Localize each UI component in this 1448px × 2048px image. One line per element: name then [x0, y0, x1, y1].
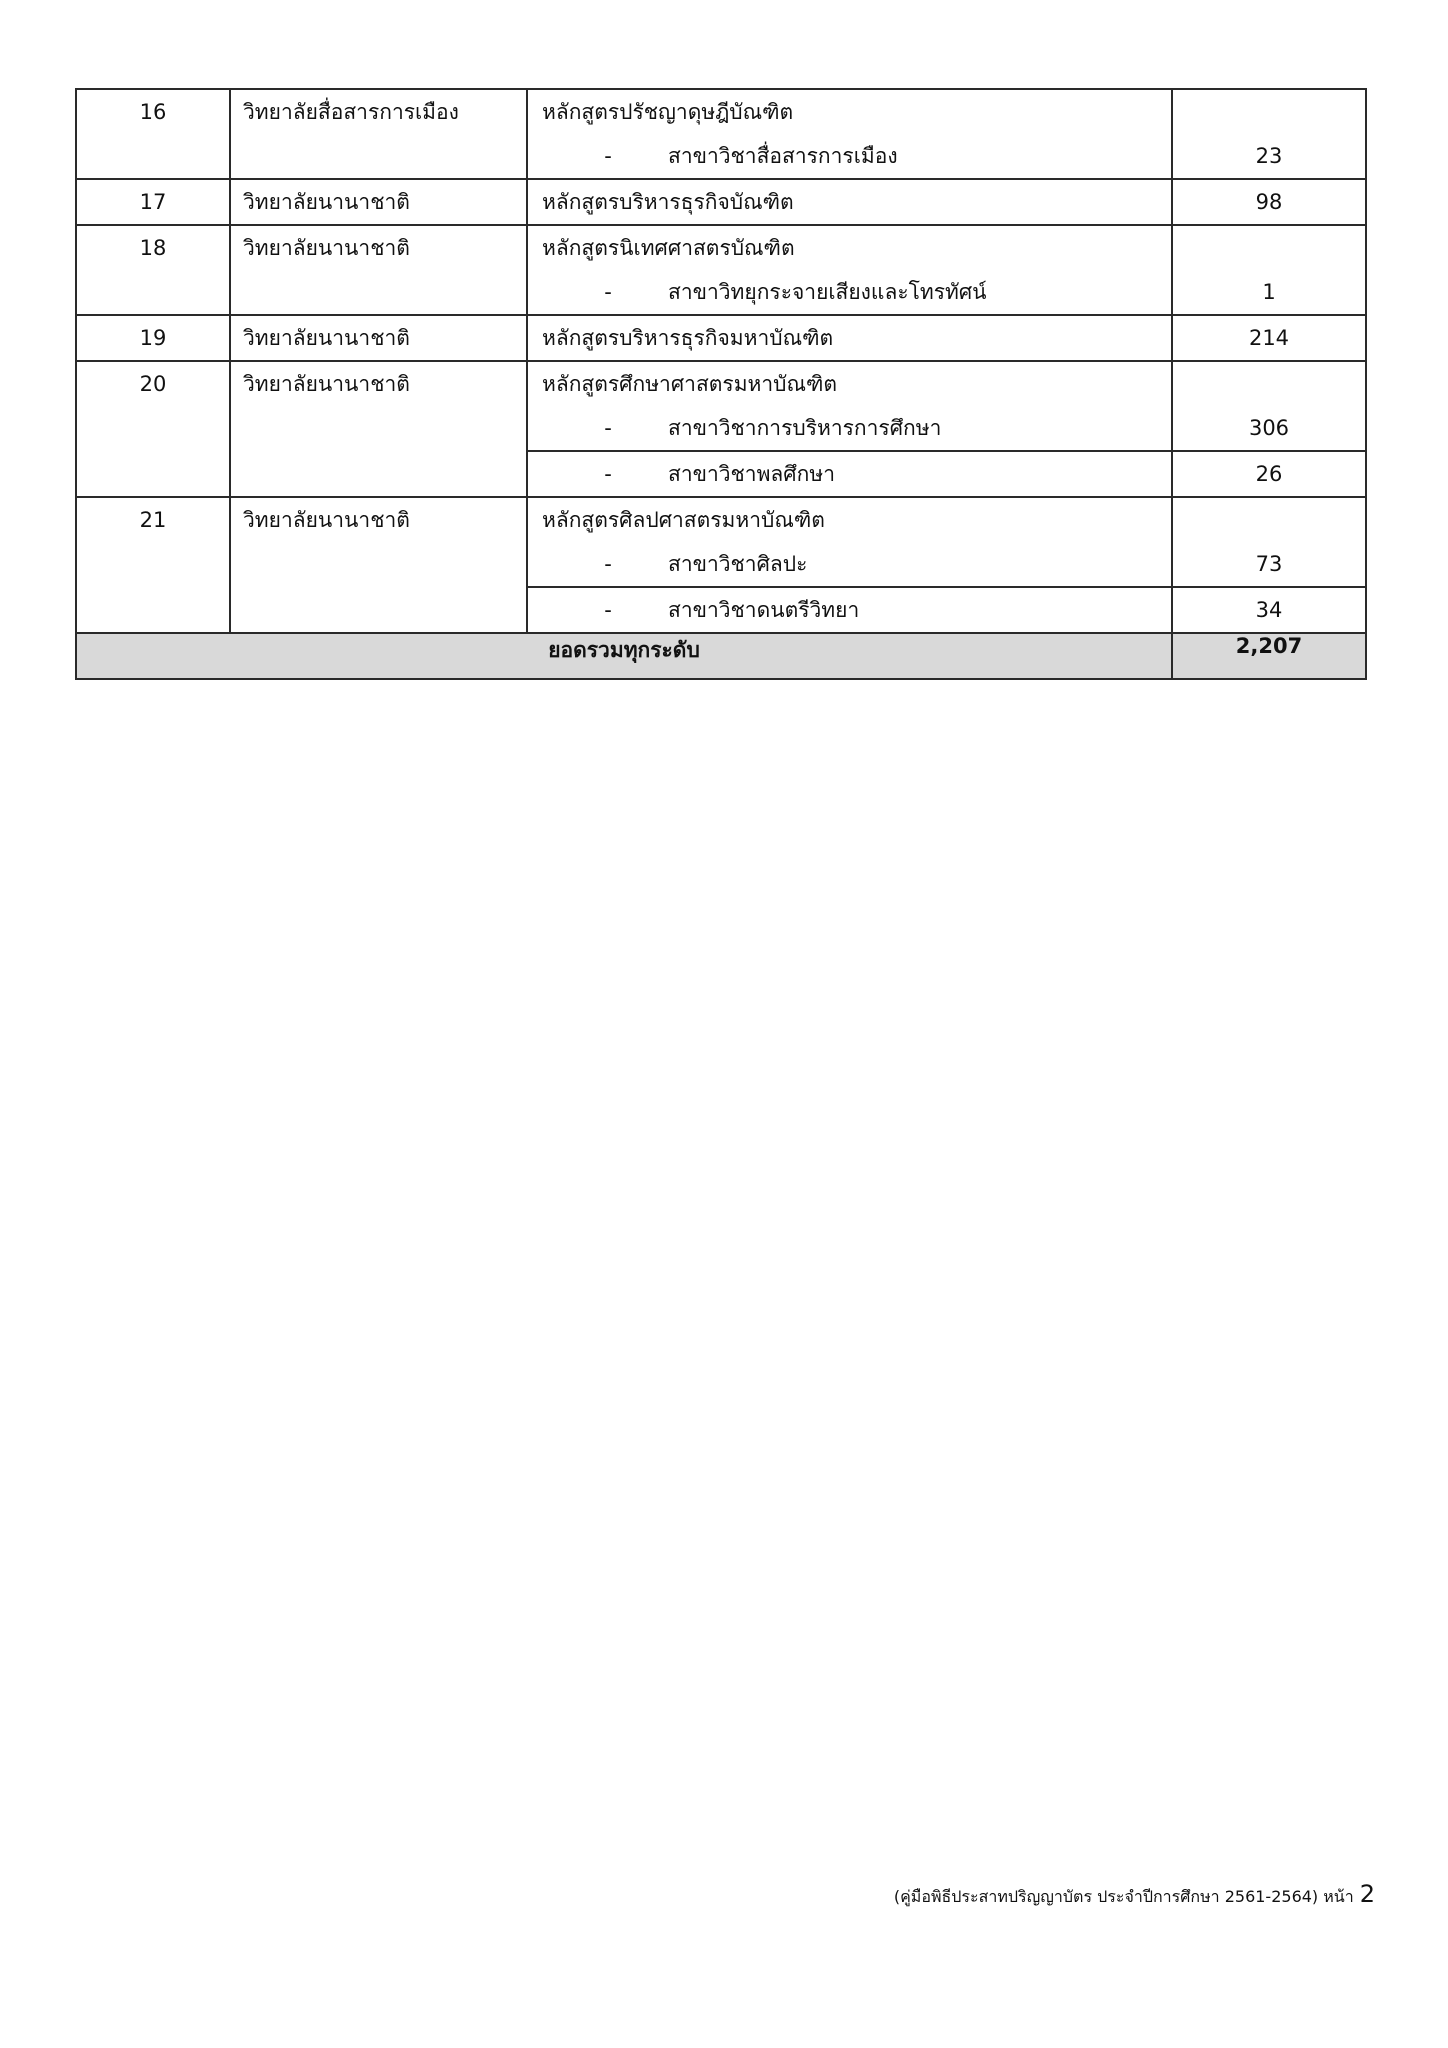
faculty-name: วิทยาลัยนานาชาติ — [243, 236, 410, 260]
table-row — [76, 89, 1366, 179]
program-name: หลักสูตรบริหารธุรกิจบัณฑิต — [542, 190, 794, 214]
program-name: หลักสูตรนิเทศศาสตรบัณฑิต — [542, 236, 795, 260]
row-number-text: 20 — [139, 372, 167, 396]
program-name: หลักสูตรศึกษาศาสตรมหาบัณฑิต — [542, 372, 838, 396]
program-cell — [527, 361, 1172, 451]
row-number — [76, 315, 230, 361]
row-number — [76, 89, 230, 179]
faculty-name: วิทยาลัยนานาชาติ — [243, 326, 410, 350]
count-cell — [1172, 451, 1366, 497]
row-number — [76, 225, 230, 315]
program-cell — [527, 315, 1172, 361]
graduates-table — [75, 88, 1367, 680]
count-cell — [1172, 179, 1366, 225]
row-number — [76, 361, 230, 497]
faculty-cell — [230, 89, 527, 179]
table-row — [76, 315, 1366, 361]
faculty-name: วิทยาลัยสื่อสารการเมือง — [243, 100, 459, 124]
count-cell — [1172, 587, 1366, 633]
count-value: 26 — [1255, 462, 1283, 486]
count-value: 1 — [1262, 280, 1276, 304]
count-value: 214 — [1248, 326, 1290, 350]
program-name: หลักสูตรปรัชญาดุษฎีบัณฑิต — [542, 100, 794, 124]
count-value: 73 — [1255, 552, 1283, 576]
major-line — [528, 588, 1171, 632]
faculty-cell — [230, 179, 527, 225]
count-cell — [1172, 225, 1366, 315]
faculty-cell — [230, 225, 527, 315]
count-cell — [1172, 361, 1366, 451]
row-number — [76, 497, 230, 633]
program-cell — [527, 179, 1172, 225]
row-number-text: 19 — [139, 326, 167, 350]
program-name: หลักสูตรบริหารธุรกิจมหาบัณฑิต — [542, 326, 834, 350]
page-number: 2 — [1359, 1880, 1375, 1908]
program-cell — [527, 587, 1172, 633]
program-cell — [527, 451, 1172, 497]
row-number-text: 17 — [139, 190, 167, 214]
program-name: หลักสูตรศิลปศาสตรมหาบัณฑิต — [542, 508, 825, 532]
major-line — [528, 270, 1171, 314]
faculty-cell — [230, 361, 527, 497]
major-line — [528, 134, 1171, 178]
major-name: สาขาวิชาดนตรีวิทยา — [668, 598, 860, 622]
major-name: สาขาวิชาศิลปะ — [668, 552, 808, 576]
table-row — [76, 361, 1366, 451]
faculty-cell — [230, 497, 527, 633]
faculty-cell — [230, 315, 527, 361]
bullet-dash: - — [604, 280, 612, 304]
bullet-dash: - — [604, 144, 612, 168]
faculty-name: วิทยาลัยนานาชาติ — [243, 508, 410, 532]
major-line — [528, 406, 1171, 450]
table-row — [76, 179, 1366, 225]
faculty-name: วิทยาลัยนานาชาติ — [243, 190, 410, 214]
program-cell — [527, 225, 1172, 315]
count-cell — [1172, 315, 1366, 361]
count-value: 34 — [1255, 598, 1283, 622]
footer-text: (คู่มือพิธีประสาทปริญญาบัตร ประจำปีการศึกษา 2561-2564) หน้า — [893, 1887, 1354, 1906]
bullet-dash: - — [604, 552, 612, 576]
row-number-text: 16 — [139, 100, 167, 124]
program-cell — [527, 89, 1172, 179]
major-name: สาขาวิชาพลศึกษา — [668, 462, 835, 486]
count-cell — [1172, 89, 1366, 179]
count-value: 306 — [1248, 416, 1290, 440]
table-row — [76, 225, 1366, 315]
program-cell — [527, 497, 1172, 587]
major-line — [528, 542, 1171, 586]
major-name: สาขาวิชาสื่อสารการเมือง — [668, 144, 898, 168]
total-label: ยอดรวมทุกระดับ — [76, 633, 1172, 679]
faculty-name: วิทยาลัยนานาชาติ — [243, 372, 410, 396]
row-number — [76, 179, 230, 225]
major-name: สาขาวิชาการบริหารการศึกษา — [668, 416, 942, 440]
major-line — [528, 452, 1171, 496]
bullet-dash: - — [604, 416, 612, 440]
major-name: สาขาวิทยุกระจายเสียงและโทรทัศน์ — [668, 280, 987, 304]
bullet-dash: - — [604, 598, 612, 622]
table-row — [76, 497, 1366, 587]
row-number-text: 18 — [139, 236, 167, 260]
count-value: 23 — [1255, 144, 1283, 168]
bullet-dash: - — [604, 462, 612, 486]
row-number-text: 21 — [139, 508, 167, 532]
page-footer — [894, 1880, 1375, 1910]
count-cell — [1172, 497, 1366, 587]
total-row — [76, 633, 1366, 679]
total-value: 2,207 — [1172, 633, 1366, 679]
count-value: 98 — [1255, 190, 1283, 214]
